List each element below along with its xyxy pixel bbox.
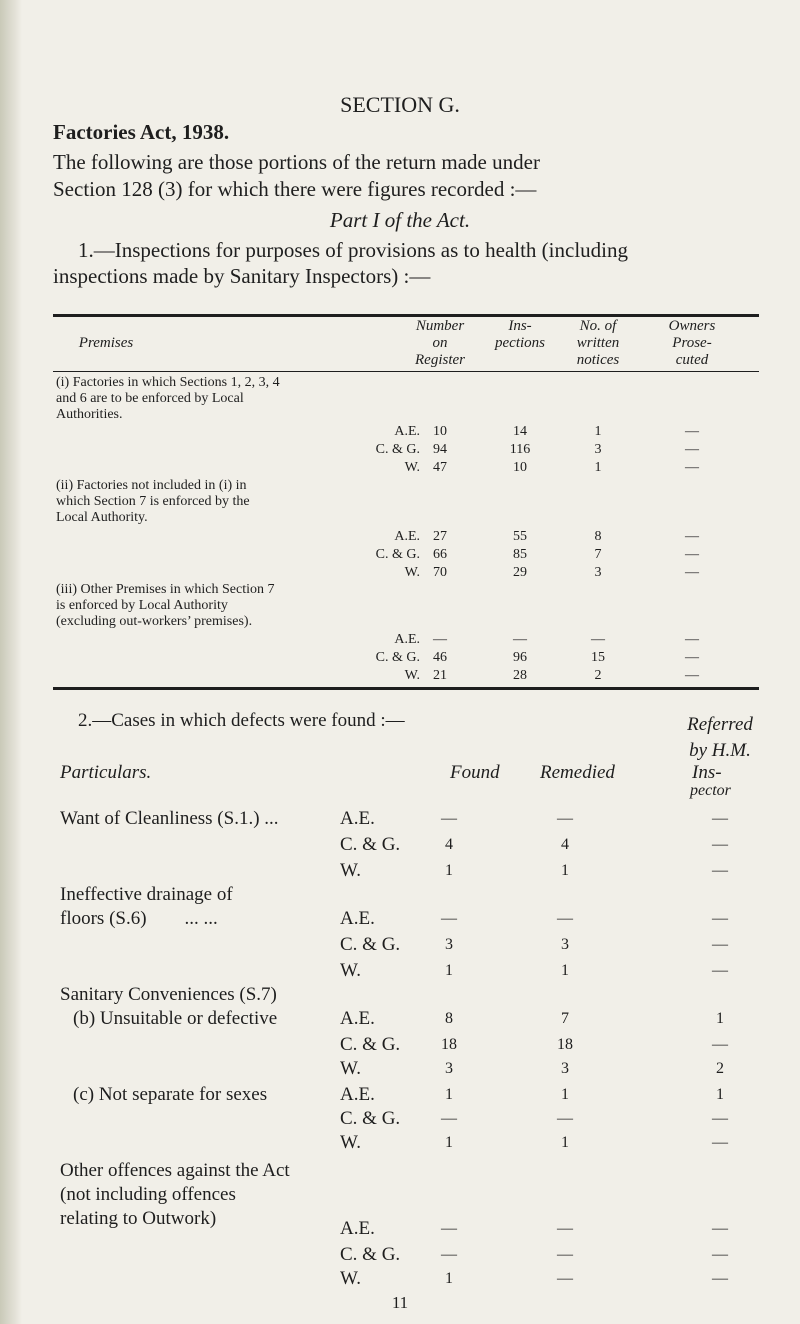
row-sub-label: A.E. (394, 529, 420, 544)
act-title: Factories Act, 1938. (53, 120, 230, 144)
cell-found: — (441, 1110, 457, 1127)
row-sub-label: C. & G. (340, 1108, 401, 1129)
header-number-line: on (432, 335, 448, 351)
cell-found: 1 (445, 862, 453, 879)
table1-header-rule (53, 371, 759, 372)
cell-found: — (441, 1220, 457, 1237)
table2-group-label: (b) Unsuitable or defective (73, 1008, 278, 1029)
cell-remedied: 3 (561, 1060, 569, 1077)
section-title: SECTION G. (340, 92, 460, 117)
cell-notices: 7 (594, 547, 602, 562)
cell-found: 4 (445, 836, 453, 853)
header-number-line: Register (415, 352, 465, 368)
row-sub-label: A.E. (340, 908, 375, 929)
part-heading: Part I of the Act. (329, 208, 471, 232)
group-label-line: Authorities. (56, 407, 123, 422)
group-label-line: Local Authority. (56, 510, 148, 525)
cell-owners: — (685, 650, 699, 665)
cell-referred: — (712, 1246, 728, 1263)
group-label-line: (iii) Other Premises in which Section 7 (56, 582, 275, 597)
cell-remedied: 4 (561, 836, 569, 853)
group-label-line: and 6 are to be enforced by Local (56, 391, 244, 406)
row-sub-label: W. (340, 960, 361, 981)
row-sub-label: W. (340, 860, 361, 881)
header-owners-line: cuted (675, 352, 709, 368)
cell-owners: — (685, 529, 699, 544)
cell-remedied: — (557, 1220, 573, 1237)
cell-notices: 3 (594, 442, 602, 457)
cell-referred: — (712, 962, 728, 979)
cell-found: 1 (445, 1270, 453, 1287)
header-referred-line: by H.M. (689, 740, 751, 761)
table1-group-label (56, 478, 250, 526)
cell-referred: — (712, 1110, 728, 1127)
table2-group-label: Sanitary Conveniences (S.7) (60, 984, 277, 1005)
cell-remedied: — (557, 910, 573, 927)
cell-referred: — (712, 1220, 728, 1237)
cell-inspections: 10 (513, 460, 527, 475)
header-notices-line: No. of (579, 318, 617, 334)
group-label-line: is enforced by Local Authority (56, 598, 228, 613)
row-sub-label: W. (404, 565, 420, 580)
cell-found: 3 (445, 1060, 453, 1077)
cell-remedied: 1 (561, 1134, 569, 1151)
table2-group-label: relating to Outwork) (60, 1208, 217, 1229)
cell-owners: — (685, 442, 699, 457)
header-owners-line: Prose- (672, 335, 712, 351)
page-number: 11 (391, 1293, 409, 1312)
table1-header-premises: Premises (78, 335, 134, 351)
cell-notices: 1 (594, 424, 602, 439)
table1-header-notices (558, 318, 638, 369)
row-sub-label: C. & G. (375, 650, 420, 665)
cell-found: — (441, 910, 457, 927)
cell-number: 70 (433, 565, 447, 580)
header-owners-line: Owners (668, 318, 716, 334)
intro-line-1: The following are those portions of the return made under (53, 150, 540, 174)
cell-number: 46 (433, 650, 447, 665)
row-sub-label: A.E. (340, 808, 375, 829)
table2-header-referred-pector: pector (690, 782, 731, 799)
header-number-line: Number (415, 318, 465, 334)
cell-inspections: 28 (513, 668, 527, 683)
row-sub-label: A.E. (394, 424, 420, 439)
cell-owners: — (685, 565, 699, 580)
cell-owners: — (685, 547, 699, 562)
table2-header-found: Found (450, 762, 500, 783)
cell-remedied: — (557, 1270, 573, 1287)
table1-bottom-rule (53, 687, 759, 690)
table1-header-owners (652, 318, 732, 369)
table2-header-referred-ins: Ins- (692, 762, 722, 783)
cell-found: 8 (445, 1010, 453, 1027)
row-sub-label: W. (340, 1268, 361, 1289)
cell-owners: — (685, 668, 699, 683)
row-sub-label: W. (404, 460, 420, 475)
cell-notices: 2 (594, 668, 602, 683)
row-sub-label: C. & G. (340, 1244, 401, 1265)
cell-found: 1 (445, 962, 453, 979)
cell-referred: — (712, 1036, 728, 1053)
table2-header-referred (660, 712, 780, 764)
cell-referred: — (712, 910, 728, 927)
cell-inspections: 85 (513, 547, 527, 562)
cell-notices: 1 (594, 460, 602, 475)
table2-title: 2.—Cases in which defects were found :— (78, 710, 405, 731)
cell-inspections: 29 (513, 565, 527, 580)
row-sub-label: C. & G. (375, 442, 420, 457)
cell-remedied: — (557, 810, 573, 827)
row-sub-label: C. & G. (375, 547, 420, 562)
cell-remedied: 1 (561, 1086, 569, 1103)
cell-inspections: — (513, 632, 527, 647)
cell-owners: — (685, 632, 699, 647)
cell-found: — (441, 810, 457, 827)
cell-remedied: 7 (561, 1010, 569, 1027)
cell-referred: — (712, 1134, 728, 1151)
cell-number: 27 (433, 529, 447, 544)
cell-referred: — (712, 862, 728, 879)
table2-group-label: (c) Not separate for sexes (73, 1084, 268, 1105)
table1-header-number (400, 318, 480, 369)
cell-referred: 1 (716, 1010, 724, 1027)
row-sub-label: C. & G. (340, 834, 401, 855)
cell-found: 18 (441, 1036, 457, 1053)
row-sub-label: A.E. (340, 1008, 375, 1029)
cell-found: 3 (445, 936, 453, 953)
table2-group-label: Other offences against the Act (60, 1160, 290, 1181)
cell-number: 66 (433, 547, 447, 562)
intro-line-2: Section 128 (3) for which there were figures recorded :— (53, 177, 537, 201)
cell-found: 1 (445, 1086, 453, 1103)
table1-group-label (56, 375, 280, 423)
table2-group-label: (not including offences (60, 1184, 236, 1205)
cell-notices: 3 (594, 565, 602, 580)
cell-number: 47 (433, 460, 447, 475)
row-sub-label: W. (340, 1132, 361, 1153)
cell-notices: — (591, 632, 605, 647)
cell-notices: 15 (591, 650, 605, 665)
cell-number: 21 (433, 668, 447, 683)
header-referred-line: Referred (687, 714, 753, 735)
cell-owners: — (685, 424, 699, 439)
cell-referred: — (712, 936, 728, 953)
cell-number: 94 (433, 442, 447, 457)
table2-group-label: floors (S.6) ... ... (60, 908, 218, 929)
cell-referred: 1 (716, 1086, 724, 1103)
header-notices-line: notices (576, 352, 620, 368)
row-sub-label: W. (340, 1058, 361, 1079)
page-edge-shadow (0, 0, 22, 1324)
cell-inspections: 116 (509, 442, 531, 457)
cell-referred: 2 (716, 1060, 724, 1077)
row-sub-label: A.E. (340, 1218, 375, 1239)
cell-remedied: 1 (561, 962, 569, 979)
table2-group-label: Want of Cleanliness (S.1.) ... (60, 808, 279, 829)
cell-remedied: — (557, 1110, 573, 1127)
row-sub-label: A.E. (340, 1084, 375, 1105)
cell-remedied: — (557, 1246, 573, 1263)
table1-group-label (56, 582, 275, 630)
table1-header-inspections (480, 318, 560, 352)
cell-remedied: 18 (557, 1036, 573, 1053)
cell-referred: — (712, 1270, 728, 1287)
cell-inspections: 14 (513, 424, 527, 439)
cell-inspections: 96 (513, 650, 527, 665)
row-sub-label: C. & G. (340, 1034, 401, 1055)
table2-header-particulars: Particulars. (60, 762, 152, 783)
row-sub-label: C. & G. (340, 934, 401, 955)
header-notices-line: written (576, 335, 620, 351)
cell-inspections: 55 (513, 529, 527, 544)
row-sub-label: W. (404, 668, 420, 683)
group-label-line: (ii) Factories not included in (i) in (56, 478, 247, 493)
cell-remedied: 3 (561, 936, 569, 953)
cell-number: 10 (433, 424, 447, 439)
cell-notices: 8 (594, 529, 602, 544)
cell-found: 1 (445, 1134, 453, 1151)
table2-header-remedied: Remedied (540, 762, 615, 783)
cell-remedied: 1 (561, 862, 569, 879)
item1-line-2: inspections made by Sanitary Inspectors) :— (53, 264, 431, 288)
table1-top-rule (53, 314, 759, 317)
header-inspections-line: Ins- (508, 318, 532, 334)
table2-group-label: Ineffective drainage of (60, 884, 233, 905)
header-inspections-line: pections (495, 335, 545, 351)
cell-found: — (441, 1246, 457, 1263)
cell-number: — (433, 632, 447, 647)
group-label-line: (excluding out-workers’ premises). (56, 614, 253, 629)
item1-line-1: 1.—Inspections for purposes of provisions as to health (including (78, 238, 628, 262)
group-label-line: (i) Factories in which Sections 1, 2, 3, 4 (56, 375, 280, 390)
cell-referred: — (712, 836, 728, 853)
cell-owners: — (685, 460, 699, 475)
row-sub-label: A.E. (394, 632, 420, 647)
group-label-line: which Section 7 is enforced by the (56, 494, 250, 509)
cell-referred: — (712, 810, 728, 827)
